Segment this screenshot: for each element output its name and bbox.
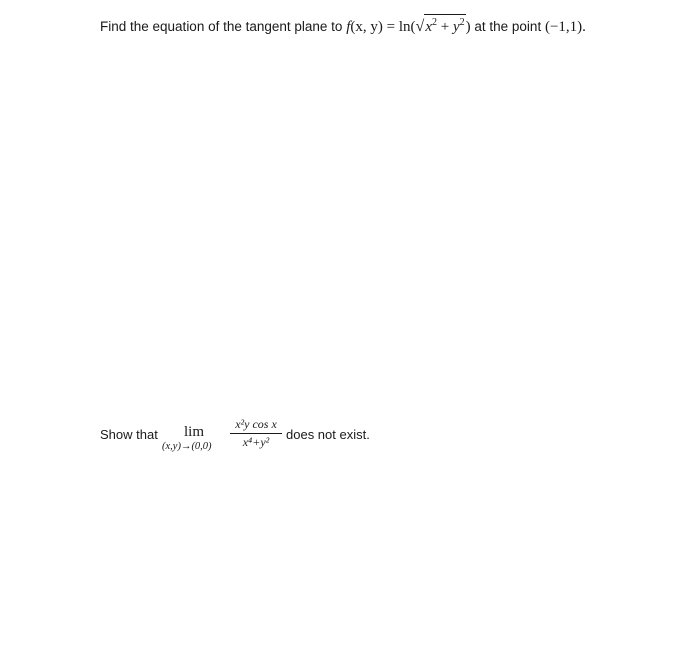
q1-point: (−1,1). — [544, 19, 586, 35]
q2-prefix: Show that — [100, 427, 158, 442]
q1-suffix: at the point — [474, 19, 542, 34]
question-2 — [100, 417, 500, 467]
q1-prefix: Find the equation of the tangent plane to — [100, 19, 343, 34]
limit-subscript: (x,y)→(0,0) — [162, 441, 212, 452]
fraction-denominator: x⁴+y² — [242, 435, 270, 449]
fraction-numerator: x²y cos x — [230, 417, 282, 434]
limit-operator: lim — [184, 424, 205, 440]
q2-suffix: does not exist. — [286, 427, 370, 442]
limit-fraction — [230, 417, 282, 450]
q1-function: f(x, $y) = \ln(√x^2 + y^2)$ — [346, 19, 470, 35]
question-1 — [100, 14, 586, 37]
